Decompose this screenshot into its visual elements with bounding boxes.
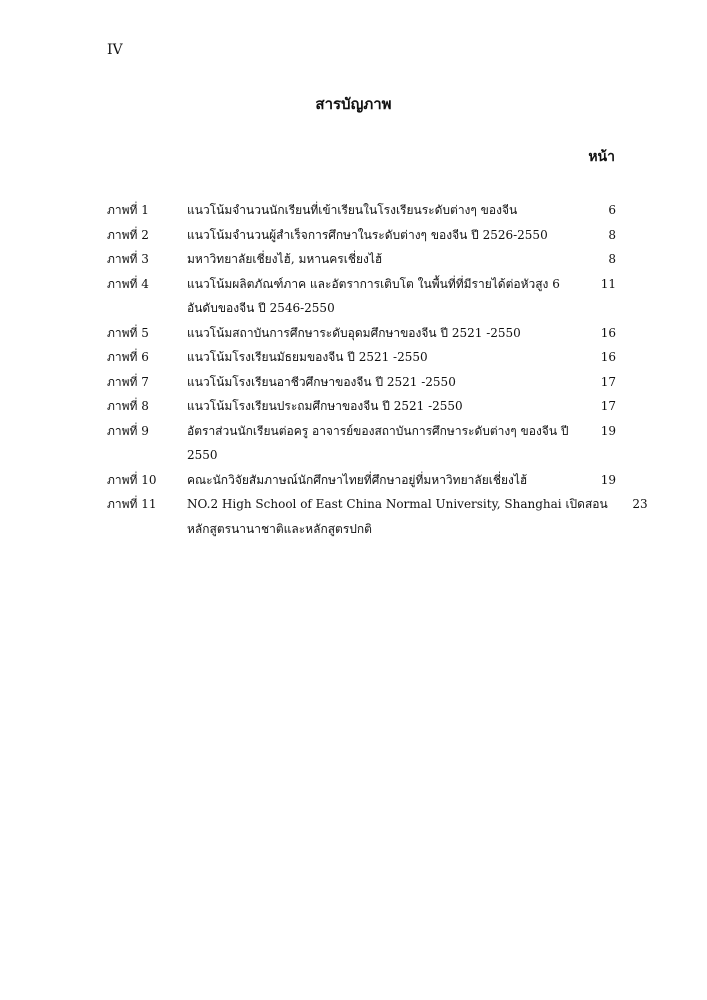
figure-label: ภาพที่ 2 [107,227,149,242]
figure-page-number: 17 [600,399,616,413]
figure-label: ภาพที่ 6 [107,350,149,364]
caption-line: NO.2 High School of East China Normal University, Shanghai เปิดสอน [187,497,608,511]
figure-caption [187,345,576,370]
caption-line: แนวโน้มโรงเรียนมัธยมของจีน ปี 2521 -2550 [187,350,428,364]
caption-line: แนวโน้มจำนวนผู้สำเร็จการศึกษาในระดับต่างๆ ของจีน ปี 2526-2550 [187,227,548,242]
page-title: สารบัญภาพ [315,95,392,113]
figure-caption [187,272,576,321]
list-item [107,394,616,419]
caption-line: แนวโน้มโรงเรียนอาชีวศึกษาของจีน ปี 2521 -2550 [187,374,456,389]
list-item [107,198,616,223]
list-item [107,272,616,321]
figure-label: ภาพที่ 8 [107,399,149,413]
page-column-label: หน้า [588,149,615,165]
caption-line: แนวโน้มผลิตภัณฑ์ภาค และอัตราการเติบโต ในพื้นที่ที่มีรายได้ต่อหัวสูง 6 [187,276,560,291]
figure-page-number: 19 [600,423,616,438]
figure-label: ภาพที่ 9 [107,423,149,438]
caption-line: แนวโน้มจำนวนนักเรียนที่เข้าเรียนในโรงเรียนระดับต่างๆ ของจีน [187,203,518,217]
page-number: IV [107,42,123,58]
caption-line: มหาวิทยาลัยเชี่ยงไฮ้, มหานครเชี่ยงไฮ้ [187,252,383,266]
figure-list [107,198,648,541]
figure-caption [187,247,576,272]
figure-caption [187,394,576,419]
caption-line: คณะนักวิจัยสัมภาษณ์นักศึกษาไทยที่ศึกษาอยู่ที่มหาวิทยาลัยเชี่ยงไฮ้ [187,472,528,487]
figure-caption [187,492,608,541]
list-item [107,223,616,248]
caption-line: หลักสูตรนานาชาติและหลักสูตรปกติ [187,521,372,536]
caption-line: 2550 [187,448,218,462]
figure-label: ภาพที่ 3 [107,252,149,266]
figure-caption [187,198,576,223]
list-item [107,419,616,468]
list-item [107,345,616,370]
figure-page-number: 11 [600,276,616,291]
caption-line: แนวโน้มสถาบันการศึกษาระดับอุดมศึกษาของจีน ปี 2521 -2550 [187,325,521,340]
figure-label: ภาพที่ 5 [107,325,149,340]
figure-caption [187,419,576,468]
figure-label: ภาพที่ 7 [107,374,149,389]
figure-page-number: 16 [600,350,616,364]
figure-page-number: 8 [608,252,616,266]
figure-page-number: 8 [608,227,616,242]
figure-page-number: 16 [600,325,616,340]
list-item [107,492,648,541]
list-item [107,247,616,272]
figure-caption [187,223,576,248]
figure-page-number: 19 [600,472,616,487]
list-item [107,370,616,395]
figure-label: ภาพที่ 4 [107,276,149,291]
caption-line: อัตราส่วนนักเรียนต่อครู อาจารย์ของสถาบันการศึกษาระดับต่างๆ ของจีน ปี [187,423,569,438]
figure-caption [187,321,576,346]
figure-page-number: 23 [632,497,648,511]
figure-label: ภาพที่ 1 [107,203,149,217]
figure-page-number: 6 [608,203,616,217]
figure-label: ภาพที่ 10 [107,472,157,487]
figure-label: ภาพที่ 11 [107,497,157,511]
list-item [107,468,616,493]
caption-line: แนวโน้มโรงเรียนประถมศึกษาของจีน ปี 2521 -2550 [187,399,463,413]
figure-caption [187,370,576,395]
list-item [107,321,616,346]
figure-page-number: 17 [600,374,616,389]
caption-line: อันดับของจีน ปี 2546-2550 [187,301,335,315]
figure-caption [187,468,576,493]
